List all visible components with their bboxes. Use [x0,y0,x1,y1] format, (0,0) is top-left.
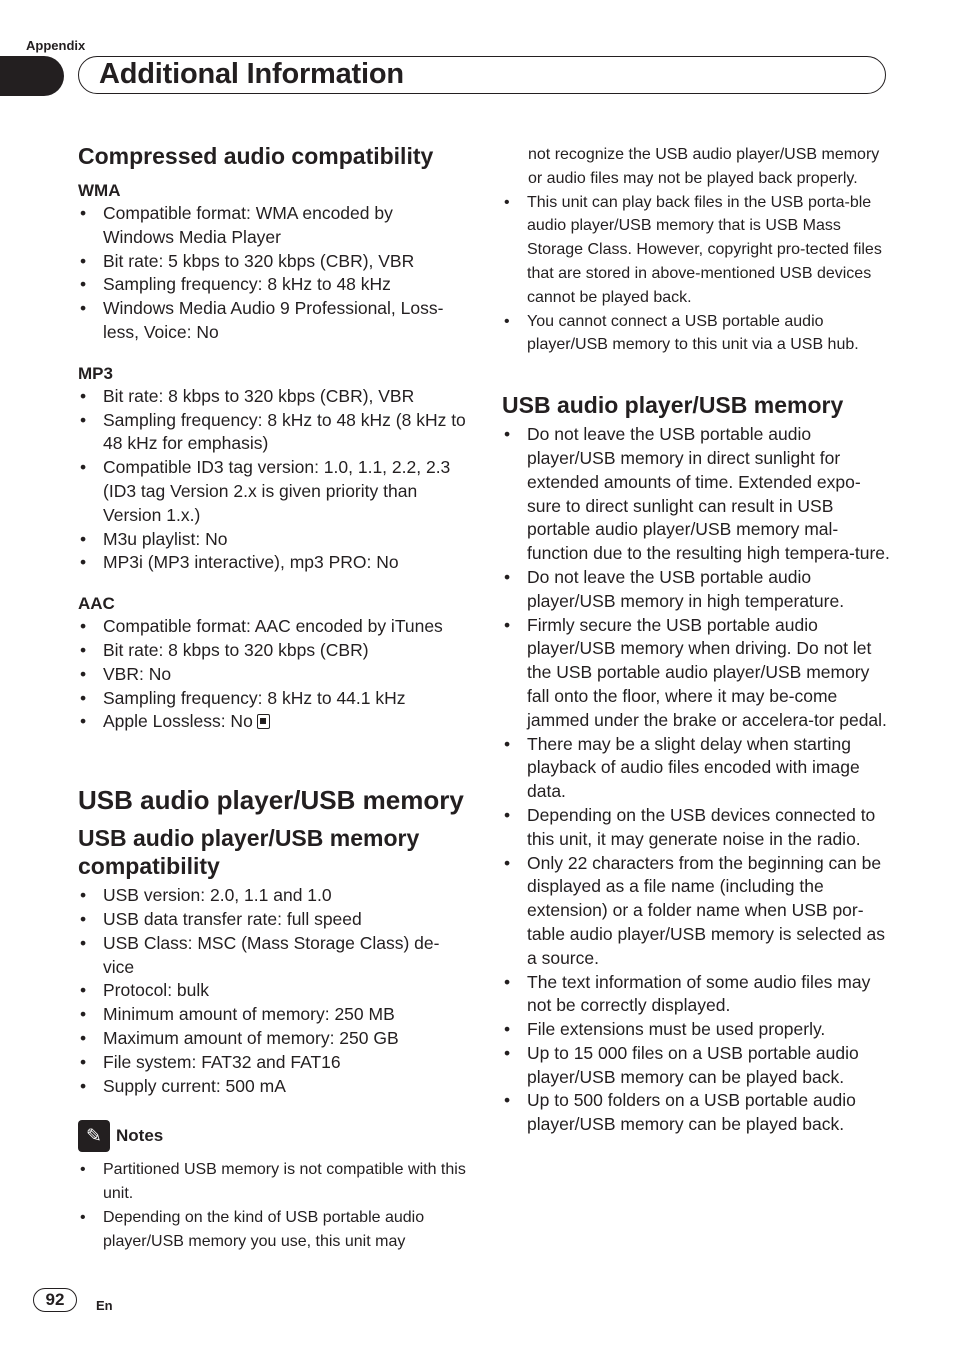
list-item: • Depending on the USB devices connected to this unit, it may generate noise in the radio. [502,804,892,852]
mp3-heading: MP3 [78,363,113,383]
notes-list [78,1158,468,1253]
list-item: • This unit can play back files in the USB porta-ble audio player/USB memory that is USB Mass Storage Class. However, copyright pro-tected files that are stored in above-mentioned USB devices cannot be played back. [502,191,892,310]
list-item: • Sampling frequency: 8 kHz to 48 kHz (8 kHz to 48 kHz for emphasis) [78,409,468,457]
list-item: • Protocol: bulk [78,979,468,1003]
list-item: • Minimum amount of memory: 250 MB [78,1003,468,1027]
list-item: • Up to 500 folders on a USB portable audio player/USB memory can be played back. [502,1089,892,1137]
list-item: • Windows Media Audio 9 Professional, Loss-less, Voice: No [78,297,468,345]
list-item: • Do not leave the USB portable audio player/USB memory in direct sunlight for extended amounts of time. Extended expo-sure to direct sunlight can result in USB portable audio player/USB memory mal-function due to the resulting high tempera-ture. [502,423,892,566]
section-header [78,56,886,94]
wma-list [78,202,468,345]
side-tab [0,56,64,96]
page-number: 92 [33,1288,77,1312]
list-item: • VBR: No [78,663,468,687]
list-item: • Firmly secure the USB portable audio player/USB memory when driving. Do not let the USB portable audio player/USB memory fall onto the floor, where it may be-come jammed under the brake or accelera-tor pedal. [502,614,892,733]
list-item: • You cannot connect a USB portable audio player/USB memory to this unit via a USB hub. [502,310,892,358]
list-item: • There may be a slight delay when starting playback of audio files encoded with image data. [502,733,892,804]
list-item: • Compatible format: AAC encoded by iTunes [78,615,468,639]
notes-list-continued [502,191,892,358]
list-item: • MP3i (MP3 interactive), mp3 PRO: No [78,551,468,575]
usb-heading: USB audio player/USB memory [502,392,844,419]
list-item: • Sampling frequency: 8 kHz to 48 kHz [78,273,468,297]
aac-heading: AAC [78,594,115,614]
list-item-text: Apple Lossless: No [103,711,253,732]
list-item: • Compatible ID3 tag version: 1.0, 1.1, 2.2, 2.3 (ID3 tag Version 2.x is given priority than Version 1.x.) [78,456,468,527]
notes-label: Notes [116,1126,164,1146]
notes-pencil-icon: ✎ [78,1120,110,1152]
list-item: • Maximum amount of memory: 250 GB [78,1027,468,1051]
list-item: • Do not leave the USB portable audio player/USB memory in high temperature. [502,566,892,614]
end-of-section-icon [257,714,270,729]
notes-continued-text: not recognize the USB audio player/USB memory or audio files may not be played back properly. [528,146,880,187]
notes-header [78,1120,468,1152]
list-item: • Bit rate: 5 kbps to 320 kbps (CBR), VBR [78,250,468,274]
list-item: • USB data transfer rate: full speed [78,908,468,932]
usb-section-heading: USB audio player/USB memory [78,785,464,816]
list-item: • Partitioned USB memory is not compatible with this unit. [78,1158,468,1206]
list-item: • Sampling frequency: 8 kHz to 44.1 kHz [78,687,468,711]
right-column [502,143,892,1137]
list-item: • File extensions must be used properly. [502,1018,892,1042]
list-item [78,710,468,734]
aac-list [78,615,468,734]
usb-list [502,423,892,1137]
left-column [78,130,468,1254]
list-item: • Supply current: 500 mA [78,1075,468,1099]
list-item: • Bit rate: 8 kbps to 320 kbps (CBR), VBR [78,385,468,409]
list-item: • USB Class: MSC (Mass Storage Class) de-vice [78,932,468,980]
appendix-label: Appendix [26,38,86,53]
language-label: En [96,1298,113,1313]
wma-heading: WMA [78,181,121,200]
list-item: • M3u playlist: No [78,528,468,552]
list-item: • The text information of some audio files may not be correctly displayed. [502,971,892,1019]
list-item: • Bit rate: 8 kbps to 320 kbps (CBR) [78,639,468,663]
list-item: • USB version: 2.0, 1.1 and 1.0 [78,884,468,908]
usb-compat-list [78,884,468,1098]
compressed-audio-heading: Compressed audio compatibility [78,143,434,169]
list-item: • Only 22 characters from the beginning can be displayed as a file name (including the extension) or a folder name when USB por-table audio player/USB memory is selected as a source. [502,852,892,971]
list-item: • Depending on the kind of USB portable audio player/USB memory you use, this unit may [78,1206,468,1254]
list-item: • Up to 15 000 files on a USB portable audio player/USB memory can be played back. [502,1042,892,1090]
usb-compat-heading: USB audio player/USB memory compatibility [78,825,420,880]
list-item: • File system: FAT32 and FAT16 [78,1051,468,1075]
page-title: Additional Information [99,58,404,90]
list-item: • Compatible format: WMA encoded by Windows Media Player [78,202,468,250]
mp3-list [78,385,468,575]
